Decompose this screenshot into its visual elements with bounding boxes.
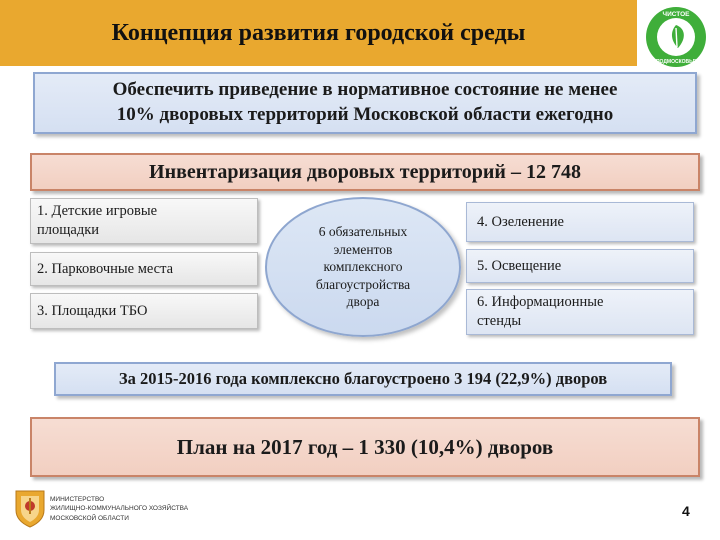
ministry-label: МИНИСТЕРСТВО ЖИЛИЩНО-КОММУНАЛЬНОГО ХОЗЯЙСТВА МОСКОВСКОЙ ОБЛАСТИ [50,496,189,522]
required-elements-oval: 6 обязательных элементов комплексного благоустройства двора [265,197,461,337]
page-number: 4 [682,503,690,519]
element-item-waste-sites: 3. Площадки ТБО [30,293,258,329]
element-item-parking: 2. Парковочные места [30,252,258,286]
element-item-lighting: 5. Освещение [466,249,694,283]
logo-text-bottom: ПОДМОСКОВЬЕ [655,59,697,65]
goal-box: Обеспечить приведение в нормативное состояние не менее 10% дворовых территорий Московской области ежегодно [33,72,697,134]
inventory-box: Инвентаризация дворовых территорий – 12 748 [30,153,700,191]
result-box: За 2015-2016 года комплексно благоустроено 3 194 (22,9%) дворов [54,362,672,396]
plan-box: План на 2017 год – 1 330 (10,4%) дворов [30,417,700,477]
element-item-playgrounds: 1. Детские игровые площадки [30,198,258,244]
page-title: Концепция развития городской среды [111,19,526,46]
clean-region-logo [645,6,707,68]
element-item-info-stands: 6. Информационные стенды [466,289,694,335]
logo-text-top: ЧИСТОЕ [662,11,690,18]
element-item-greening: 4. Озеленение [466,202,694,242]
coat-of-arms-icon [14,488,46,528]
